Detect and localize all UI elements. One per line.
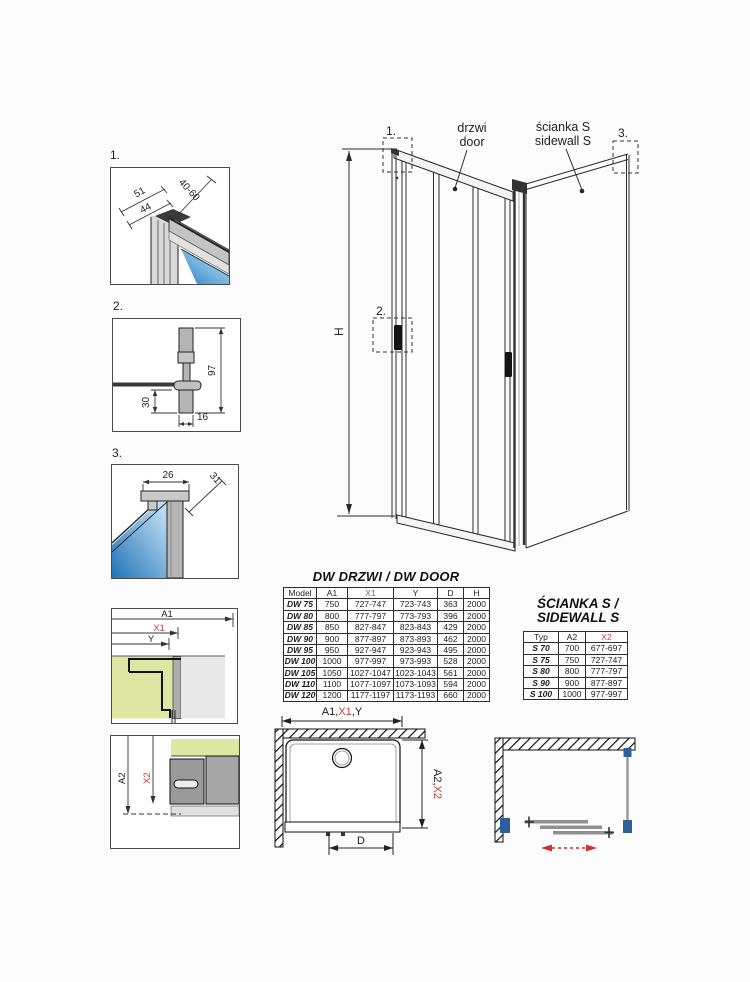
value-cell: 1027-1047 [348,667,394,678]
column-header: X1 [348,588,394,599]
value-cell: 700 [559,643,586,654]
detail-2-label: 2. [113,299,124,313]
arrow-down [419,819,425,828]
column-header: H [464,588,490,599]
value-cell: 2000 [464,679,490,690]
value-cell: 396 [438,610,464,621]
value-cell: 660 [438,690,464,701]
value-cell: 2000 [464,633,490,644]
grip-slot [174,780,198,788]
wall-left [275,729,283,847]
table-row [284,633,490,644]
value-cell: 1000 [317,656,348,667]
door-label-pl: drzwi [457,121,487,135]
table-row [284,667,490,678]
value-cell: 2000 [464,610,490,621]
table-row [524,666,628,677]
dim-31: 31 [207,470,223,487]
value-cell: 677-697 [586,643,628,654]
value-cell: 823-843 [394,622,438,633]
profile-plan-box [111,608,238,724]
wall-top [275,729,425,738]
value-cell: 2000 [464,690,490,701]
dim-y: Y [147,634,155,645]
table-row [284,610,490,621]
glass-edge [113,383,179,387]
model-cell: DW 105 [284,667,316,678]
value-cell: 1100 [317,679,348,690]
guide [341,832,345,836]
arrow-down [346,504,352,514]
value-cell: 429 [438,622,464,633]
model-cell: DW 90 [284,633,317,644]
detail-1-box [110,167,230,285]
table-row [524,688,628,699]
value-cell: 528 [438,656,464,667]
value-cell: 1177-1197 [348,690,394,701]
value-cell: 950 [317,644,348,655]
dim-97: 97 [207,364,218,376]
value-cell: 594 [438,679,464,690]
dw-table-title: DW DRZWI / DW DOOR [312,569,460,584]
main-3d-drawing [330,118,650,563]
arrowheads [126,796,156,814]
wall-profile [167,494,183,578]
value-cell: 1073-1093 [395,679,436,690]
model-cell: S 70 [524,643,559,654]
door-handle-right [505,352,512,377]
leader-dot [580,189,585,194]
value-cell: 2000 [464,656,490,667]
table-row [524,677,628,688]
dim-44: 44 [138,201,154,217]
profile-plan-drawing [112,609,237,723]
value-cell: 1050 [317,667,348,678]
dw-door-table [283,587,490,702]
panel-1 [525,820,588,824]
column-header: Typ [524,632,559,643]
sliding-panels [525,820,613,835]
right-dimension [402,740,428,828]
wall-zone [171,739,239,756]
sidewall-panel [526,154,629,548]
door-label-en: door [459,135,485,149]
tray-plan-drawing [262,705,467,890]
model-cell: DW 120 [284,690,316,701]
arrow-left [282,718,291,724]
model-cell: DW 75 [284,599,317,610]
value-cell: 900 [317,633,348,644]
corner-profile [151,209,229,284]
detail-3-box [111,464,239,579]
value-cell: 2000 [464,622,490,633]
callout-2-label: 2. [376,304,387,318]
value-cell: 977-997 [586,688,628,699]
detail-2-drawing [113,319,240,431]
table-row [284,644,490,655]
value-cell: 723-743 [394,599,438,610]
panel-3 [553,831,613,835]
value-cell: 750 [559,654,586,665]
door-handle-left [394,325,402,350]
dim-d: D [357,835,365,847]
callout-1-label: 1. [386,124,397,138]
column-header: D [438,588,464,599]
value-cell: 850 [317,622,348,633]
model-cell: DW 110 [284,679,316,690]
column-header: Y [394,588,438,599]
top-dim-label: A1,X1,Y [321,706,363,718]
column-header: A1 [317,588,348,599]
sidewall-table [523,631,628,700]
dim-a2: A2 [117,772,128,784]
glass-strip [171,806,239,816]
value-cell: 1173-1193 [394,690,438,701]
dim-40-60: 40-60 [176,177,202,204]
model-cell: S 75 [524,654,559,665]
slide-direction-arrow [541,845,597,852]
sidewall-leader [566,149,582,190]
dim-26: 26 [162,470,174,481]
dim-30: 30 [141,396,152,408]
dim-x1: X1 [153,623,165,634]
table-row [284,679,490,690]
value-cell: 877-897 [348,633,394,644]
sidewall-table-title [537,597,619,625]
wall-zone [181,657,225,719]
value-cell: 923-943 [394,644,438,655]
value-cell: 800 [559,666,586,677]
door-bottom-rail [285,822,400,832]
wall-top [495,738,635,750]
dim-a1: A1 [161,609,173,620]
value-cell: 561 [438,667,464,678]
arrowheads [161,617,233,647]
table-row [284,599,490,610]
arrow-up [419,740,425,749]
value-cell: 727-747 [586,654,628,665]
value-cell: 2000 [464,599,490,610]
arrow-right [393,718,402,724]
screw-dot [396,177,399,180]
detail-1-label: 1. [110,148,121,162]
value-cell: 827-847 [348,622,394,633]
wall-plan-drawing [111,736,239,848]
detail-3-label: 3. [112,446,123,460]
value-cell: 877-897 [586,677,628,688]
arrow-right [384,845,393,851]
panel-2 [540,826,602,830]
table-row [524,643,628,654]
table-row [284,690,490,701]
value-cell: 773-793 [394,610,438,621]
model-cell: S 80 [524,666,559,677]
right-dim-label: A2,X2 [431,769,443,799]
value-cell: 900 [559,677,586,688]
handle-profile [113,328,201,413]
profile-strip [173,657,181,719]
sidewall-title-line2: SIDEWALL S [537,610,620,625]
sidewall-title-line1: ŚCIANKA S / [537,596,619,611]
profile-back [206,756,239,804]
model-cell: S 100 [524,688,559,699]
model-cell: DW 80 [284,610,317,621]
glass-pane [112,499,170,578]
value-cell: 800 [317,610,348,621]
value-cell: 2000 [464,644,490,655]
value-cell: 777-797 [348,610,394,621]
value-cell: 727-747 [348,599,394,610]
value-cell: 1000 [559,688,586,699]
glass-and-profile [112,491,189,578]
door-panels [392,151,510,542]
value-cell: 973-993 [394,656,438,667]
arrow-up [346,151,352,161]
value-cell: 462 [438,633,464,644]
sidewall-label-en: sidewall S [534,134,592,148]
wall-plan-box [110,735,240,849]
column-header: X2 [586,632,628,643]
value-cell: 1200 [317,690,348,701]
value-cell: 750 [317,599,348,610]
value-cell: 2000 [464,667,490,678]
leader-dot [453,187,458,192]
sidewall-bracket-bottom [623,820,632,833]
dim-51: 51 [132,185,148,201]
h-dim-label: H [332,327,346,336]
value-cell: 927-947 [348,644,394,655]
value-cell: 363 [438,599,464,610]
sidewall-bracket-top [624,748,632,757]
model-cell: DW 95 [284,644,317,655]
model-cell: DW 100 [284,656,316,667]
column-header: Model [284,588,317,599]
callout-3-label: 3. [618,126,629,140]
value-cell: 873-893 [394,633,438,644]
column-header: A2 [559,632,586,643]
model-cell: S 90 [524,677,559,688]
value-cell: 777-797 [586,666,628,677]
detail-1-drawing [111,168,229,284]
sidewall-label-pl: ścianka S [535,120,591,134]
value-cell: 1023-1043 [395,667,436,678]
dim-16: 16 [197,412,209,423]
dim-x2: X2 [142,772,153,784]
h-dimension [337,149,397,516]
corner-post [512,179,527,548]
detail-2-box [112,318,241,432]
table-row [284,622,490,633]
detail-3-drawing [112,465,238,578]
sliding-schematic-drawing [488,730,663,855]
model-cell: DW 85 [284,622,317,633]
table-row [284,656,490,667]
wall-profile-left [500,818,510,833]
value-cell: 495 [438,644,464,655]
value-cell: 977-997 [348,656,394,667]
arrow-left [329,845,338,851]
value-cell: 1077-1097 [348,679,394,690]
table-row [524,654,628,665]
